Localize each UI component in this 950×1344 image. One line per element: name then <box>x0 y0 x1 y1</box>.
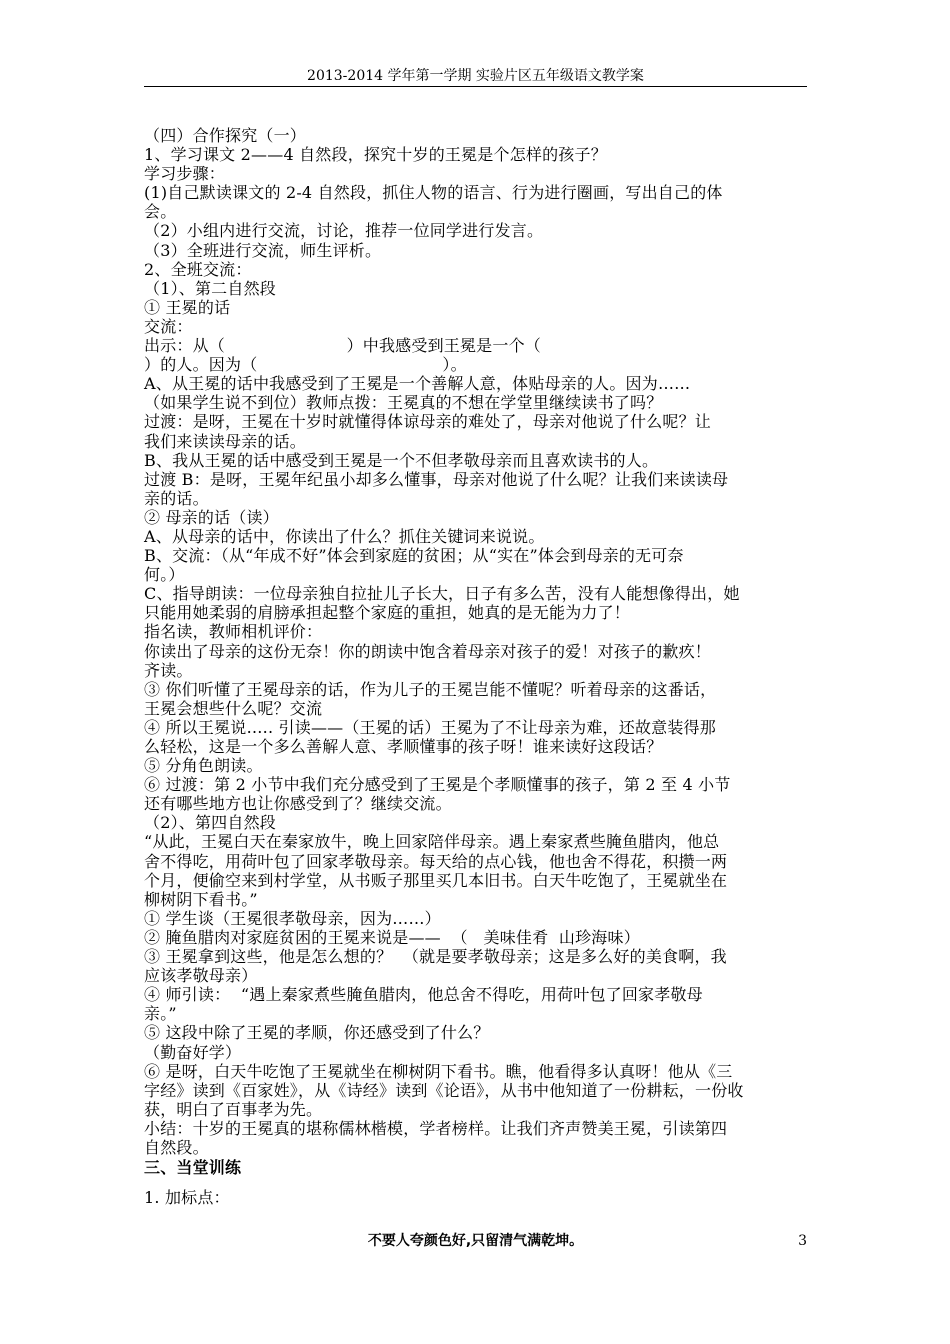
text-line: ⑥ 是呀，白天牛吃饱了王冕就坐在柳树阴下看书。瞧，他看得多认真呀！他从《三 <box>144 1061 733 1081</box>
text-line: （四）合作探究（一） <box>144 126 307 145</box>
text-line: A、从母亲的话中，你读出了什么？抓住关键词来说说。 <box>144 526 545 546</box>
text-line: 过渡 B：是呀，王冕年纪虽小却多么懂事，母亲对他说了什么呢？让我们来读读母 <box>144 469 729 489</box>
document-body <box>144 126 807 1207</box>
text-line: (1)自己默读课文的 2-4 自然段，抓住人物的语言、行为进行圈画，写出自己的体 <box>144 183 723 203</box>
text-line: （2）小组内进行交流，讨论，推荐一位同学进行发言。 <box>144 221 544 241</box>
text-line: （1）、第二自然段 <box>144 278 276 298</box>
text-line: 只能用她柔弱的肩膀承担起整个家庭的重担，她真的是无能为力了！ <box>144 603 631 623</box>
section-heading: 三、当堂训练 <box>144 1158 242 1178</box>
text-line: 亲。” <box>144 1004 177 1024</box>
text-line: 1、学习课文 2——4 自然段，探究十岁的王冕是个怎样的孩子？ <box>144 145 607 165</box>
text-line: 你读出了母亲的这份无奈！你的朗读中饱含着母亲对孩子的爱！对孩子的歉疚！ <box>144 641 712 661</box>
text-line: 么轻松，这是一个多么善解人意、孝顺懂事的孩子呀！谁来读好这段话？ <box>144 737 663 756</box>
text-line: ③ 你们听懂了王冕母亲的话，作为儿子的王冕岂能不懂呢？听着母亲的这番话， <box>144 679 717 699</box>
text-line: ① 王冕的话 <box>144 297 231 317</box>
text-line: 何。） <box>144 565 185 585</box>
page-number: 3 <box>798 1233 807 1249</box>
text-line: ）的人。因为（ ）。 <box>144 355 467 375</box>
text-line: 交流： <box>144 316 193 336</box>
text-line: ② 腌鱼腊肉对家庭贫困的王冕来说是—— （ 美味佳肴 山珍海味） <box>144 927 640 947</box>
text-line: 我们来读读母亲的话。 <box>144 431 307 451</box>
text-line: 亲的话。 <box>144 488 209 508</box>
header-rule <box>144 86 807 87</box>
text-line: 2、全班交流： <box>144 259 252 279</box>
text-line: （3）全班进行交流，师生评析。 <box>144 240 382 260</box>
text-line: 王冕会想些什么呢？交流 <box>144 698 323 718</box>
text-line: ⑤ 这段中除了王冕的孝顺，你还感受到了什么？ <box>144 1023 490 1043</box>
footer-motto: 不要人夸颜色好,只留清气满乾坤。 <box>367 1233 584 1249</box>
text-line: 个月，便偷空来到村学堂，从书贩子那里买几本旧书。白天牛吃饱了，王冕就坐在 <box>144 870 728 890</box>
text-line: “从此，王冕白天在秦家放牛，晚上回家陪伴母亲。遇上秦家煮些腌鱼腊肉，他总 <box>144 832 720 852</box>
text-line: 字经》读到《百家姓》，从《诗经》读到《论语》，从书中他知道了一份耕耘，一份收 <box>144 1080 744 1100</box>
text-line: ② 母亲的话（读） <box>144 507 279 527</box>
text-line: ① 学生谈（王冕很孝敬母亲，因为……） <box>144 908 441 928</box>
text-line: A、从王冕的话中我感受到了王冕是一个善解人意，体贴母亲的人。因为…… <box>144 374 691 394</box>
text-line: B、我从王冕的话中感受到王冕是一个不但孝敬母亲而且喜欢读书的人。 <box>144 450 659 470</box>
text-line: B、交流：（从“年成不好”体会到家庭的贫困；从“实在”体会到母亲的无可奈 <box>144 546 684 566</box>
text-line: C、指导朗读：一位母亲独自拉扯儿子长大，日子有多么苦，没有人能想像得出，她 <box>144 584 740 604</box>
text-line: ⑤ 分角色朗读。 <box>144 756 263 776</box>
text-line: 会。 <box>144 202 177 222</box>
page-footer <box>144 1231 807 1251</box>
text-line: 还有哪些地方也让你感受到了？继续交流。 <box>144 794 452 814</box>
text-line: 齐读。 <box>144 660 193 680</box>
exercise-line: 1. 加标点： <box>144 1188 230 1208</box>
text-line: 小结：十岁的王冕真的堪称儒林楷模，学者榜样。让我们齐声赞美王冕，引读第四 <box>144 1118 728 1138</box>
text-line: 学习步骤： <box>144 164 226 184</box>
text-line: 出示：从（ ）中我感受到王冕是一个（ <box>144 336 541 356</box>
text-line: （2）、第四自然段 <box>144 813 276 833</box>
text-line: ④ 师引读： “遇上秦家煮些腌鱼腊肉，他总舍不得吃，用荷叶包了回家孝敬母 <box>144 985 703 1005</box>
text-line: 舍不得吃，用荷叶包了回家孝敬母亲。每天给的点心钱，他也舍不得花，积攒一两 <box>144 851 728 871</box>
text-line: 应该孝敬母亲） <box>144 966 258 986</box>
text-line: 过渡：是呀，王冕在十岁时就懂得体谅母亲的难处了，母亲对他说了什么呢？让 <box>144 412 712 432</box>
page-header: 2013-2014 学年第一学期 实验片区五年级语文教学案 <box>307 68 644 84</box>
text-lines <box>144 126 807 1157</box>
text-line: （勤奋好学） <box>144 1042 242 1062</box>
text-line: 柳树阴下看书。” <box>144 889 258 909</box>
text-line: ⑥ 过渡：第 2 小节中我们充分感受到了王冕是个孝顺懂事的孩子，第 2 至 4 小节 <box>144 775 731 795</box>
text-line: 指名读，教师相机评价： <box>144 622 323 642</box>
text-line: ④ 所以王冕说….. 引读——（王冕的话）王冕为了不让母亲为难，还故意装得那 <box>144 717 716 737</box>
text-line: （如果学生说不到位）教师点拨：王冕真的不想在学堂里继续读书了吗？ <box>144 393 663 413</box>
text-line: 自然段。 <box>144 1137 209 1157</box>
text-line: ③ 王冕拿到这些，他是怎么想的？ （就是要孝敬母亲；这是多么好的美食啊，我 <box>144 947 727 967</box>
text-line: 获，明白了百事孝为先。 <box>144 1099 323 1119</box>
